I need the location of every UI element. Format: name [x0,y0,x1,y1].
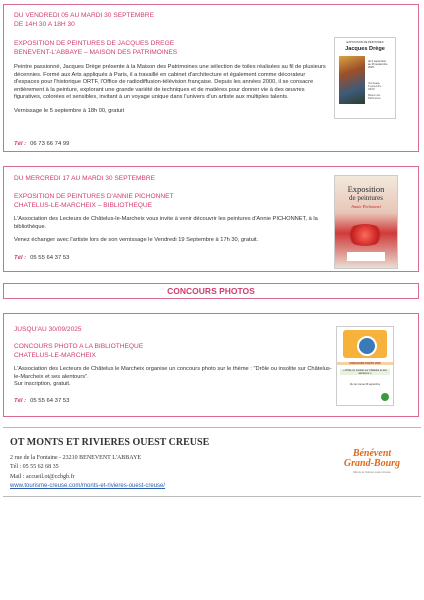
poster-drege-dates: du 5 septembre au 30 septembre 2025 [368,60,388,69]
poster-pichonnet-artist: Annie Pichonnet [351,204,381,209]
event-vernissage: Venez échanger avec l'artiste lors de son vernissage le Vendredi 19 Septembre à 17h 30, gratuit. [14,237,259,244]
contest-phone: Tél : 05 55 64 37 53 [14,398,70,404]
ot-logo [333,448,411,482]
event-card-drege [3,4,419,152]
logo-grand-bourg: Grand-Bourg [343,458,401,469]
event-date: DU VENDREDI 05 AU MARDI 30 SEPTEMBRE [14,12,154,19]
footer-org-name: OT MONTS ET RIVIERES OUEST CREUSE [10,437,210,448]
contest-date: JUSQU'AU 30/09/2025 [14,326,82,333]
contest-title: CONCOURS PHOTO A LA BIBLIOTHEQUE [14,343,144,350]
event-card-photo-contest [3,313,419,417]
poster-pichonnet-word2: de peintures [348,194,383,202]
poster-contest-theme: « Drôle ou insolite sur Châtelus et ses alentours » [340,369,390,375]
event-description: L'Association des Lecteurs de Châtelus-le-Marcheix vous invite à venir découvrir les peintures d'Annie PICHONNET, à la bibliothèque. Venez échanger avec l'artiste lors de son vernissage le Vendredi 19 Septembre à 17h 30, gratuit. [14,216,332,245]
poster-drege-name: Jacques Drège [345,46,385,52]
poster-pichonnet-flowers [345,224,385,246]
event-date: DU MERCREDI 17 AU MARDI 30 SEPTEMBRE [14,175,156,182]
poster-photo-contest [336,326,394,406]
contest-description: L'Association des Lecteurs de Châtelus le Marcheix organise un concours photo sur le thème : "Drôle ou insolite sur Châtelus-le-Marcheix et ses alentours". Sur inscription, gratuit. [14,366,332,388]
poster-contest-head: CONCOURS PHOTO 2025 [337,362,393,365]
poster-pichonnet-word1: Exposition [347,184,385,194]
poster-pichonnet [334,175,398,269]
event-phone: Tél : 06 73 66 74 99 [14,141,70,147]
camera-icon [343,330,387,358]
contest-location: CHATELUS-LE-MARCHEIX [14,352,96,359]
poster-drege-info2: Maison des Patrimoines [368,94,381,100]
event-hours: DE 14H 30 A 18H 30 [14,21,75,28]
footer-address: 2 rue de la Fontaine - 23210 BENEVENT L'ABBAYE [10,455,142,461]
poster-contest-dates: Du 1er mai au 30 septembre [349,383,381,386]
poster-drege [334,37,396,119]
event-vernissage: Vernissage le 5 septembre à 18h 00, gratuit [14,107,125,114]
poster-drege-info1: Vernissage 5 septembre 18h00 [368,82,382,91]
footer-separator [3,427,421,428]
poster-drege-header: EXPOSITION DE PEINTURES [346,41,384,44]
event-location: CHATELUS-LE-MARCHEIX – BIBLIOTHEQUE [14,202,153,209]
event-description: Peintre passionné, Jacques Drège présente à la Maison des Patrimoines une sélection de toiles réalisées au fil de plusieurs décennies. Formé aux Arts appliqués à Paris, il a travaillé en cabinet d'architecture et également comme décorateur d'espaces pour l'historique ORTF, l'Office de radiodiffusion-télévision française. Depuis les années 2000, il se consacre entièrement à la peinture, explorant une grande variété de techniques et de matières pour donner vie à des œuvres figuratives, colorées et sensibles, invitant à un voyage unique dans l'univers d'un artiste aux multiples talents. Vernissage le 5 septembre à 18h 00, gratuit [14,64,332,116]
footer-mail[interactable]: Mail : accueil.ot@ccbgb.fr [10,474,75,480]
footer-bottom-separator [3,496,421,497]
poster-drege-artwork [339,56,365,104]
footer-phone: Tél : 05 55 62 68 35 [10,464,59,470]
event-phone: Tél : 05 55 64 37 53 [14,255,70,261]
event-location: BENEVENT-L'ABBAYE – MAISON DES PATRIMOINES [14,49,178,56]
poster-pichonnet-footer [347,252,385,261]
event-title: EXPOSITION DE PEINTURES DE JACQUES DREGE [14,40,175,47]
contest-note: Sur inscription, gratuit. [14,381,71,388]
footer-website-link[interactable]: www.tourisme-creuse.com/monts-et-rivieres-ouest-creuse/ [10,483,166,489]
section-banner-photo-contest: CONCOURS PHOTOS [3,283,419,299]
event-card-pichonnet [3,166,419,272]
logo-tagline: Monts et rivières ouest creuse [353,470,391,474]
logo-benevent: Bénévent [352,448,392,459]
event-title: EXPOSITION DE PEINTURES D'ANNIE PICHONNET [14,193,174,200]
